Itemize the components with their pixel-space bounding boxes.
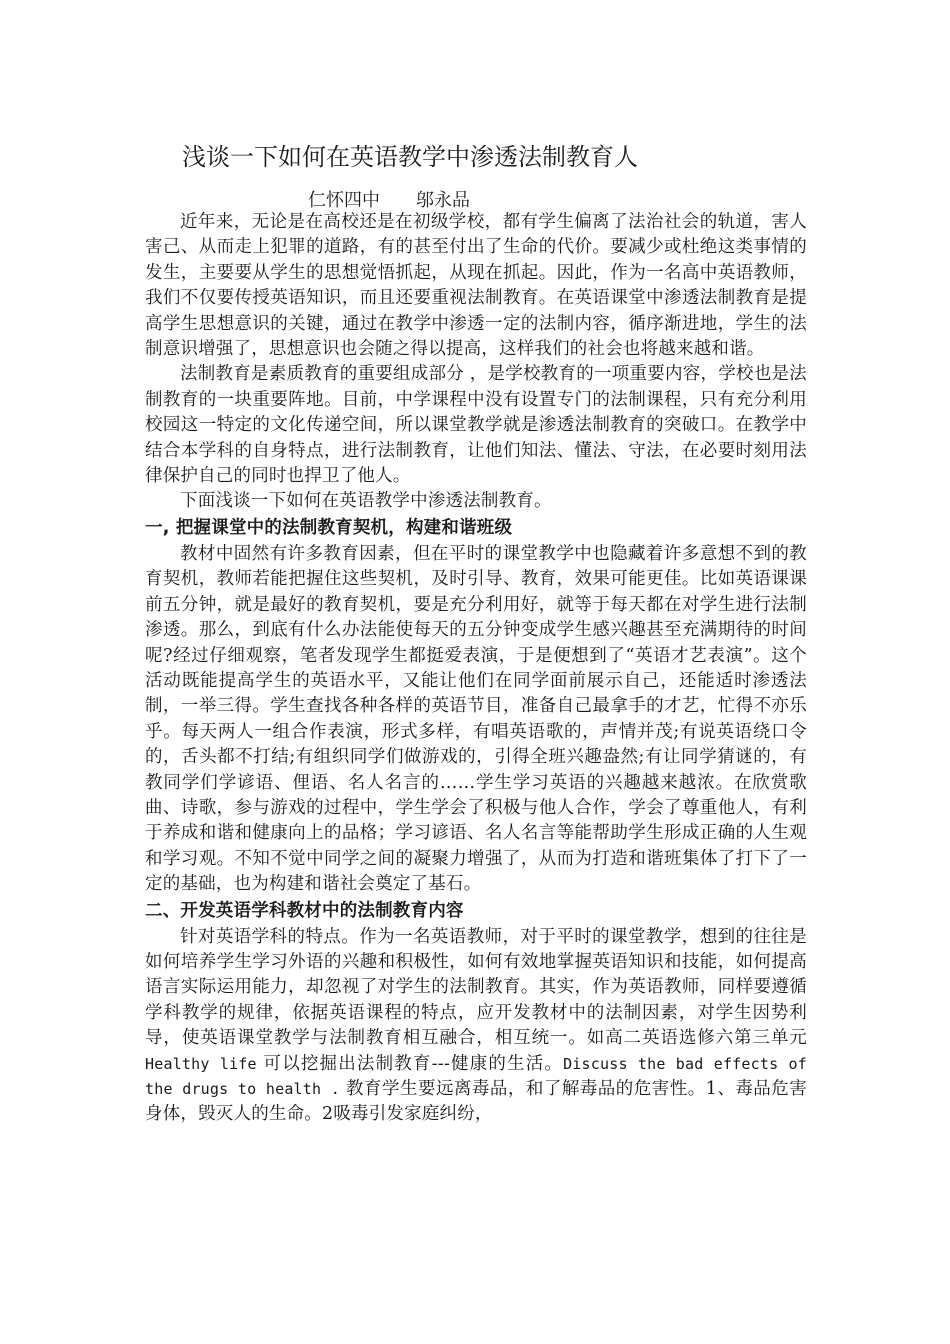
english-unit-title: Healthy life (145, 1054, 257, 1073)
section-2-text-1: 针对英语学科的特点。作为一名英语教师，对于平时的课堂教学，想到的往往是如何培养学生学习外语的兴趣和积极性，如何有效地掌握英语知识和技能，如何提高语言实际运用能力，却忽视了对学生的法制教育。其实，作为英语教师，同样要遵循学科教学的规律，依据英语课程的特点，应开发教材中的法制因素，对学生因势利导，使英语课堂教学与法制教育相互融合，相互统一。如高二英语选修六第三单元 (145, 926, 807, 1049)
section-1-heading: 一, 把握课堂中的法制教育契机，构建和谐班级 (145, 517, 513, 538)
paragraph-intro: 近年来，无论是在高校还是在初级学校，都有学生偏离了法治社会的轨道，害人害己、从而走上犯罪的道路，有的甚至付出了生命的代价。要减少或杜绝这类事情的发生，主要要从学生的思想觉悟抓起，从现在抓起。因此，作为一名高中英语教师，我们不仅要传授英语知识，而且还要重视法制教育。在英语课堂中渗透法制教育是提高学生思想意识的关键，通过在教学中渗透一定的法制内容，循序渐进地，学生的法制意识增强了，思想意识也会随之得以提高，这样我们的社会也将越来越和谐。 (145, 212, 807, 360)
section-1-paragraph: 教材中固然有许多教育因素，但在平时的课堂教学中也隐藏着许多意想不到的教育契机，教师若能把握住这些契机，及时引导、教育，效果可能更佳。比如英语课课前五分钟，就是最好的教育契机，要是充分利用好，就等于每天都在对学生进行法制渗透。那么，到底有什么办法能使每天的五分钟变成学生感兴趣甚至充满期待的时间呢?经过仔细观察，笔者发现学生都挺爱表演，于是便想到了“英语才艺表演”。这个活动既能提高学生的英语水平，又能让他们在同学面前展示自己，还能适时渗透法制，一举三得。学生查找各种各样的英语节目，准备自己最拿手的才艺，忙得不亦乐乎。每天两人一组合作表演，形式多样，有唱英语歌的，声情并茂;有说英语绕口令的，舌头都不打结;有组织同学们做游戏的，引得全班兴趣盎然;有让同学猜谜的，有教同学们学谚语、俚语、名人名言的……学生学习英语的兴趣越来越浓。在欣赏歌曲、诗歌，参与游戏的过程中，学生学会了积极与他人合作，学会了尊重他人，有利于养成和谐和健康向上的品格；学习谚语、名人名言等能帮助学生形成正确的人生观和学习观。不知不觉中同学之间的凝聚力增强了，从而为打造和谐班集体了打下了一定的基础，也为构建和谐社会奠定了基石。 (145, 543, 807, 895)
document-body (145, 210, 807, 1128)
english-discussion-topic: Discuss the bad effects of the drugs to health . (145, 1054, 808, 1098)
section-2-text-2: 可以挖掘出法制教育---健康的生活。 (256, 1053, 564, 1074)
section-2-paragraph (145, 925, 807, 1128)
section-2-text-3: 教育学生要远离毒品，和了解毒品的危害性。1、毒品危害身体，毁灭人的生命。2吸毒引发家庭纠纷， (145, 1079, 807, 1125)
author-line: 仁怀四中 邬永品 (308, 190, 470, 211)
document-title: 浅谈一下如何在英语教学中渗透法制教育人 (182, 143, 638, 171)
paragraph-legal-education: 法制教育是素质教育的重要组成部分 ，是学校教育的一项重要内容，学校也是法制教育的一块重要阵地。目前，中学课程中没有设置专门的法制课程，只有充分利用校园这一特定的文化传递空间，所以课堂教学就是渗透法制教育的突破口。在教学中结合本学科的自身特点，进行法制教育，让他们知法、懂法、守法，在必要时刻用法律保护自己的同时也捍卫了他人。 (145, 364, 807, 487)
section-2-heading: 二、开发英语学科教材中的法制教育内容 (145, 900, 464, 921)
paragraph-transition: 下面浅谈一下如何在英语教学中渗透法制教育。 (180, 491, 552, 512)
